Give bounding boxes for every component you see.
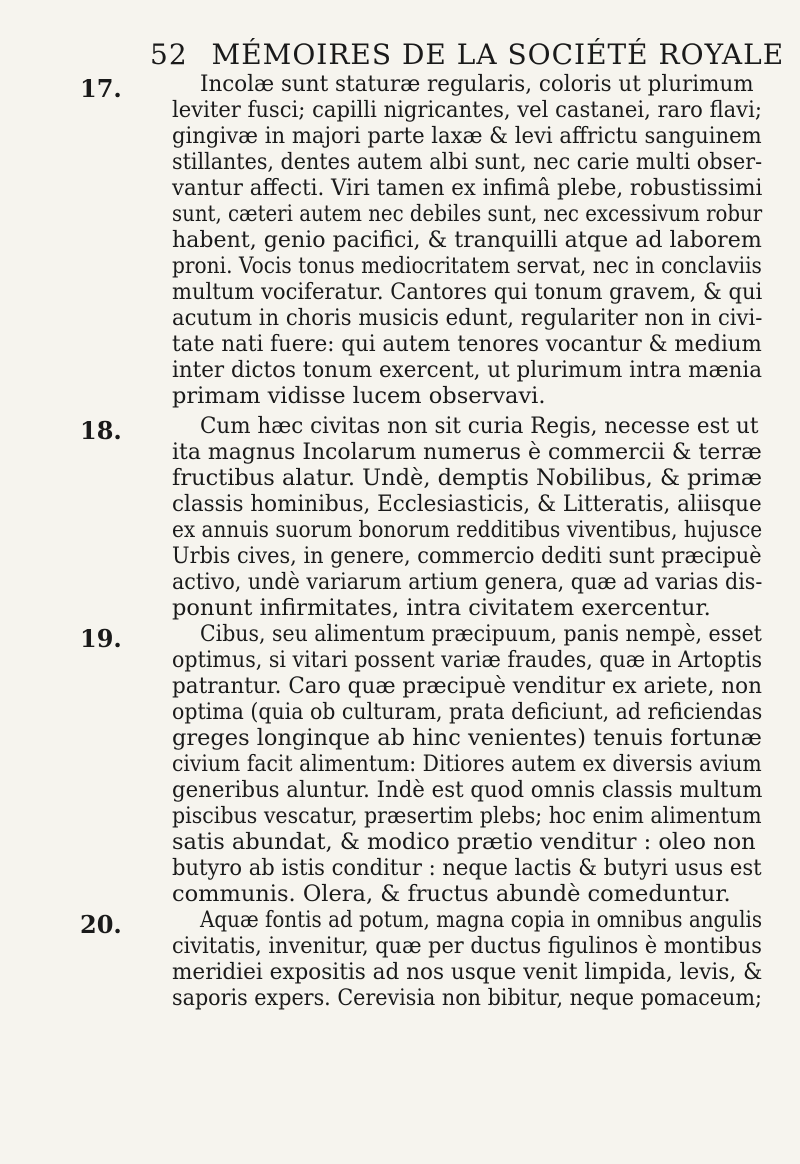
- text-line: sunt, cæteri autem nec debiles sunt, nec excessivum robur: [172, 201, 763, 227]
- text-line: meridiei expositis ad nos usque venit limpida, levis, &: [172, 959, 763, 985]
- running-title: MÉMOIRES DE LA SOCIÉTÉ ROYALE: [211, 38, 785, 71]
- text-line: civitatis, invenitur, quæ per ductus figulinos è montibus: [172, 933, 762, 959]
- text-line: butyro ab istis conditur : neque lactis & butyri usus est: [172, 855, 762, 881]
- text-line: multum vociferatur. Cantores qui tonum gravem, & qui: [172, 279, 763, 305]
- text-line: communis. Olera, & fructus abundè comeduntur.: [172, 881, 731, 907]
- text-line: acutum in choris musicis edunt, regulariter non in civi-: [172, 305, 763, 331]
- text-line: Incolæ sunt staturæ regularis, coloris ut plurimum: [200, 71, 754, 97]
- text-line: satis abundat, & modico prætio venditur : oleo non: [172, 829, 756, 855]
- text-line: primam vidisse lucem observavi.: [172, 383, 546, 409]
- text-line: leviter fusci; capilli nigricantes, vel castanei, raro flavi;: [172, 97, 762, 123]
- text-line: piscibus vescatur, præsertim plebs; hoc enim alimentum: [172, 803, 762, 829]
- text-line: Cum hæc civitas non sit curia Regis, necesse est ut: [200, 413, 759, 439]
- section-number: 19.: [80, 624, 122, 653]
- running-header: [150, 38, 785, 71]
- text-line: optimus, si vitari possent variæ fraudes, quæ in Artoptis: [172, 647, 763, 673]
- text-line: classis hominibus, Ecclesiasticis, & Litteratis, aliisque: [172, 491, 762, 517]
- text-line: saporis expers. Cerevisia non bibitur, neque pomaceum;: [172, 985, 762, 1011]
- text-line: activo, undè variarum artium genera, quæ ad varias dis-: [172, 569, 763, 595]
- text-line: Urbis cives, in genere, commercio dediti sunt præcipuè: [172, 543, 762, 569]
- section-number: 17.: [80, 74, 122, 103]
- text-line: civium facit alimentum: Ditiores autem ex diversis avium: [172, 751, 762, 777]
- text-line: stillantes, dentes autem albi sunt, nec carie multi obser-: [172, 149, 763, 175]
- text-line: fructibus alatur. Undè, demptis Nobilibus, & primæ: [172, 465, 763, 491]
- text-line: gingivæ in majori parte laxæ & levi affrictu sanguinem: [172, 123, 762, 149]
- section-number: 18.: [80, 416, 122, 445]
- text-line: ex annuis suorum bonorum redditibus viventibus, hujusce: [172, 517, 763, 543]
- page-number: 52: [150, 38, 188, 71]
- text-line: optima (quia ob culturam, prata deficiunt, ad reficiendas: [172, 699, 763, 725]
- text-line: patrantur. Caro quæ præcipuè venditur ex ariete, non: [172, 673, 762, 699]
- text-line: generibus aluntur. Indè est quod omnis classis multum: [172, 777, 763, 803]
- text-line: Aquæ fontis ad potum, magna copia in omnibus angulis: [200, 907, 763, 933]
- section-number: 20.: [80, 910, 122, 939]
- text-line: vantur affecti. Viri tamen ex infimâ plebe, robustissimi: [172, 175, 763, 201]
- text-line: ponunt infirmitates, intra civitatem exercentur.: [172, 595, 711, 621]
- text-line: Cibus, seu alimentum præcipuum, panis nempè, esset: [200, 621, 762, 647]
- text-line: ita magnus Incolarum numerus è commercii & terræ: [172, 439, 762, 465]
- text-line: tate nati fuere: qui autem tenores vocantur & medium: [172, 331, 762, 357]
- text-line: habent, genio pacifici, & tranquilli atque ad laborem: [172, 227, 762, 253]
- text-line: greges longinque ab hinc venientes) tenuis fortunæ: [172, 725, 762, 751]
- text-line: proni. Vocis tonus mediocritatem servat, nec in conclaviis: [172, 253, 762, 279]
- text-line: inter dictos tonum exercent, ut plurimum intra mænia: [172, 357, 763, 383]
